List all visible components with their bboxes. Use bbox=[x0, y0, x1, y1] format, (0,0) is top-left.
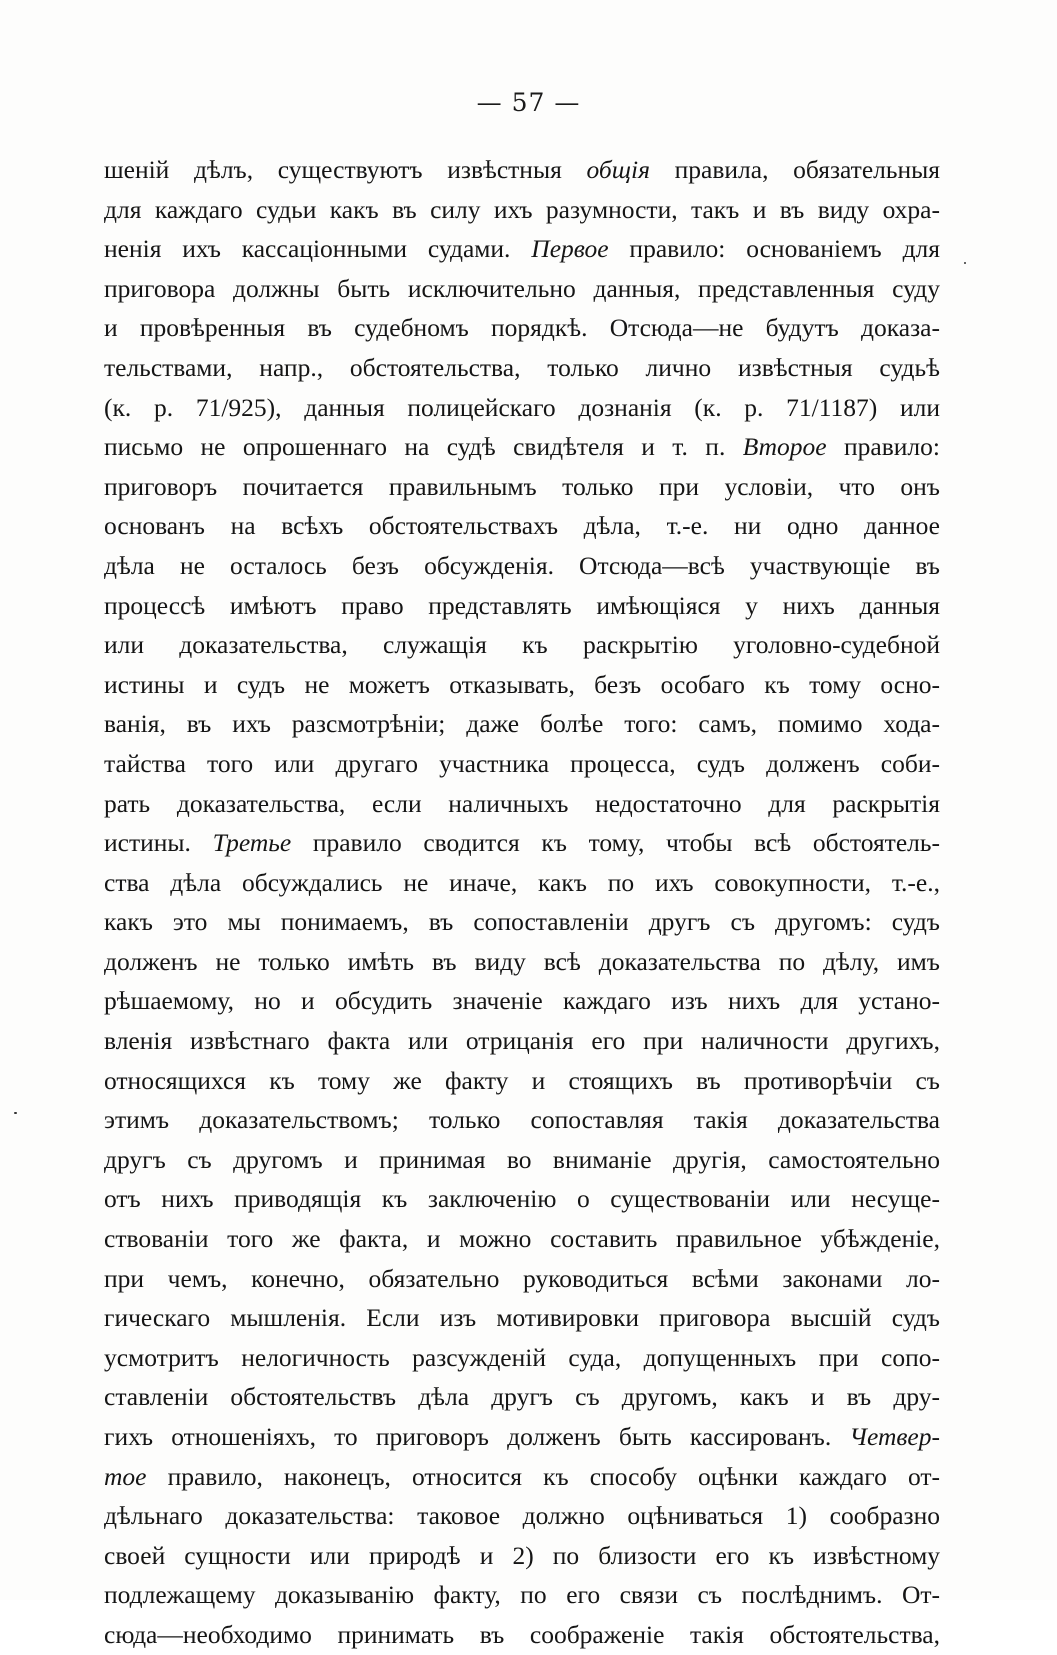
scan-speck bbox=[14, 1112, 17, 1114]
text-run: долженъ не только имѣть въ виду всѣ доказательства по дѣлу, имъ bbox=[104, 946, 940, 976]
text-line bbox=[104, 981, 940, 1021]
text-line bbox=[104, 427, 940, 467]
text-line bbox=[104, 863, 940, 903]
text-run: процессѣ имѣютъ право представлять имѣющіяся у нихъ данныя bbox=[104, 590, 940, 620]
text-run: ставленіи обстоятельствъ дѣла другъ съ другомъ, какъ и въ дру- bbox=[104, 1382, 940, 1412]
text-run: истины. bbox=[104, 828, 213, 858]
text-run: приговора должны быть исключительно данныя, представленныя суду bbox=[104, 273, 940, 303]
text-line bbox=[104, 467, 940, 507]
text-run: правило сводится къ тому, чтобы всѣ обстоятель- bbox=[291, 828, 940, 858]
page-number: — 57 — bbox=[476, 88, 581, 117]
text-run: правило, наконецъ, относится къ способу оцѣнки каждаго от- bbox=[146, 1461, 940, 1491]
text-line bbox=[104, 704, 940, 744]
text-line bbox=[104, 586, 940, 626]
text-line bbox=[104, 1259, 940, 1299]
text-run: при чемъ, конечно, обязательно руководиться всѣми законами ло- bbox=[104, 1263, 940, 1293]
text-run: тельствами, напр., обстоятельства, только лично извѣстныя судьѣ bbox=[104, 352, 940, 382]
text-run: сюда—необходимо принимать въ соображеніе такія обстоятельства, bbox=[104, 1619, 940, 1649]
emphasis-text: Второе bbox=[742, 432, 827, 462]
text-line bbox=[104, 942, 940, 982]
text-line bbox=[104, 784, 940, 824]
text-line bbox=[104, 1417, 940, 1457]
emphasis-text: тое bbox=[104, 1461, 147, 1491]
text-line bbox=[104, 1100, 940, 1140]
emphasis-text: Четвер- bbox=[849, 1422, 940, 1451]
text-run: истины и судъ не можетъ отказывать, безъ особаго къ тому осно- bbox=[104, 669, 940, 699]
text-line bbox=[104, 150, 940, 190]
text-line bbox=[104, 1021, 940, 1061]
text-line bbox=[104, 665, 940, 705]
text-line bbox=[104, 1377, 940, 1417]
text-line bbox=[104, 823, 940, 863]
emphasis-text: Третье bbox=[212, 828, 292, 858]
text-line bbox=[104, 1575, 940, 1615]
text-run: письмо не опрошеннаго на судѣ свидѣтеля и т. п. bbox=[104, 432, 743, 462]
text-run: гическаго мышленія. Если изъ мотивировки приговора высшій судъ bbox=[104, 1303, 940, 1333]
text-run: или доказательства, служащія къ раскрытію уголовно-судебной bbox=[104, 630, 940, 660]
text-run: относящихся къ тому же факту и стоящихъ въ противорѣчіи съ bbox=[104, 1065, 940, 1095]
text-line bbox=[104, 744, 940, 784]
text-line bbox=[104, 506, 940, 546]
text-run: тайства того или другаго участника процесса, судъ долженъ соби- bbox=[104, 748, 940, 778]
text-run: этимъ доказательствомъ; только сопоставляя такія доказательства bbox=[104, 1105, 940, 1135]
text-run: для каждаго судьи какъ въ силу ихъ разумности, такъ и въ виду охра- bbox=[104, 194, 940, 224]
text-run: дѣльнаго доказательства: таковое должно оцѣниваться 1) сообразно bbox=[104, 1501, 940, 1531]
text-run: вленія извѣстнаго факта или отрицанія его при наличности другихъ, bbox=[104, 1026, 940, 1056]
text-run: (к. р. 71/925), данныя полицейскаго дознанія (к. р. 71/1187) или bbox=[104, 392, 940, 422]
text-line bbox=[104, 902, 940, 942]
text-run: какъ это мы понимаемъ, въ сопоставленіи другъ съ другомъ: судъ bbox=[104, 907, 940, 937]
text-line bbox=[104, 1496, 940, 1536]
text-line bbox=[104, 1219, 940, 1259]
text-run: правила, обязательныя bbox=[649, 155, 940, 184]
text-run: ства дѣла обсуждались не иначе, какъ по ихъ совокупности, т.-е., bbox=[104, 867, 940, 897]
text-run: своей сущности или природѣ и 2) по близости его къ извѣстному bbox=[104, 1540, 940, 1570]
text-line bbox=[104, 1457, 940, 1497]
text-line bbox=[104, 625, 940, 665]
text-line bbox=[104, 546, 940, 586]
text-run: усмотритъ нелогичность разсужденій суда, допущенныхъ при сопо- bbox=[104, 1342, 940, 1372]
emphasis-text: Первое bbox=[531, 234, 609, 264]
text-run: подлежащему доказыванію факту, по его связи съ послѣднимъ. От- bbox=[104, 1580, 940, 1610]
text-run: дѣла не осталось безъ обсужденія. Отсюда—всѣ участвующіе въ bbox=[104, 550, 940, 580]
text-run: правило: основаніемъ для bbox=[608, 234, 940, 264]
text-run: рать доказательства, если наличныхъ недостаточно для раскрытія bbox=[104, 788, 940, 818]
text-line bbox=[104, 269, 940, 309]
text-run: шеній дѣлъ, существуютъ извѣстныя bbox=[104, 155, 587, 184]
text-line bbox=[104, 348, 940, 388]
text-run: и провѣренныя въ судебномъ порядкѣ. Отсюда—не будутъ доказа- bbox=[104, 313, 940, 343]
text-run: рѣшаемому, но и обсудить значеніе каждаго изъ нихъ для устано- bbox=[104, 986, 940, 1016]
text-line bbox=[104, 1338, 940, 1378]
text-run: основанъ на всѣхъ обстоятельствахъ дѣла, т.-е. ни одно данное bbox=[104, 511, 940, 541]
text-run: отъ нихъ приводящія къ заключенію о существованіи или несуще- bbox=[104, 1184, 940, 1214]
text-line bbox=[104, 308, 940, 348]
text-run: другъ съ другомъ и принимая во вниманіе другія, самостоятельно bbox=[104, 1144, 940, 1174]
text-line bbox=[104, 1179, 940, 1219]
text-run: приговоръ почитается правильнымъ только при условіи, что онъ bbox=[104, 471, 940, 501]
emphasis-text: общія bbox=[586, 155, 650, 184]
body-text bbox=[104, 150, 940, 1655]
text-line bbox=[104, 229, 940, 269]
text-line bbox=[104, 388, 940, 428]
scan-speck bbox=[964, 262, 966, 264]
text-line bbox=[104, 1061, 940, 1101]
text-line bbox=[104, 1298, 940, 1338]
text-run: ненія ихъ кассаціонными судами. bbox=[104, 234, 532, 264]
text-run: гихъ отношеніяхъ, то приговоръ долженъ быть кассированъ. bbox=[104, 1422, 850, 1451]
text-line bbox=[104, 190, 940, 230]
text-run: ванія, въ ихъ разсмотрѣніи; даже болѣе того: самъ, помимо хода- bbox=[104, 709, 940, 739]
text-run: ствованіи того же факта, и можно составить правильное убѣжденіе, bbox=[104, 1224, 940, 1254]
text-line bbox=[104, 1536, 940, 1576]
text-line bbox=[104, 1140, 940, 1180]
text-run: правило: bbox=[826, 432, 940, 462]
text-line bbox=[104, 1615, 940, 1655]
